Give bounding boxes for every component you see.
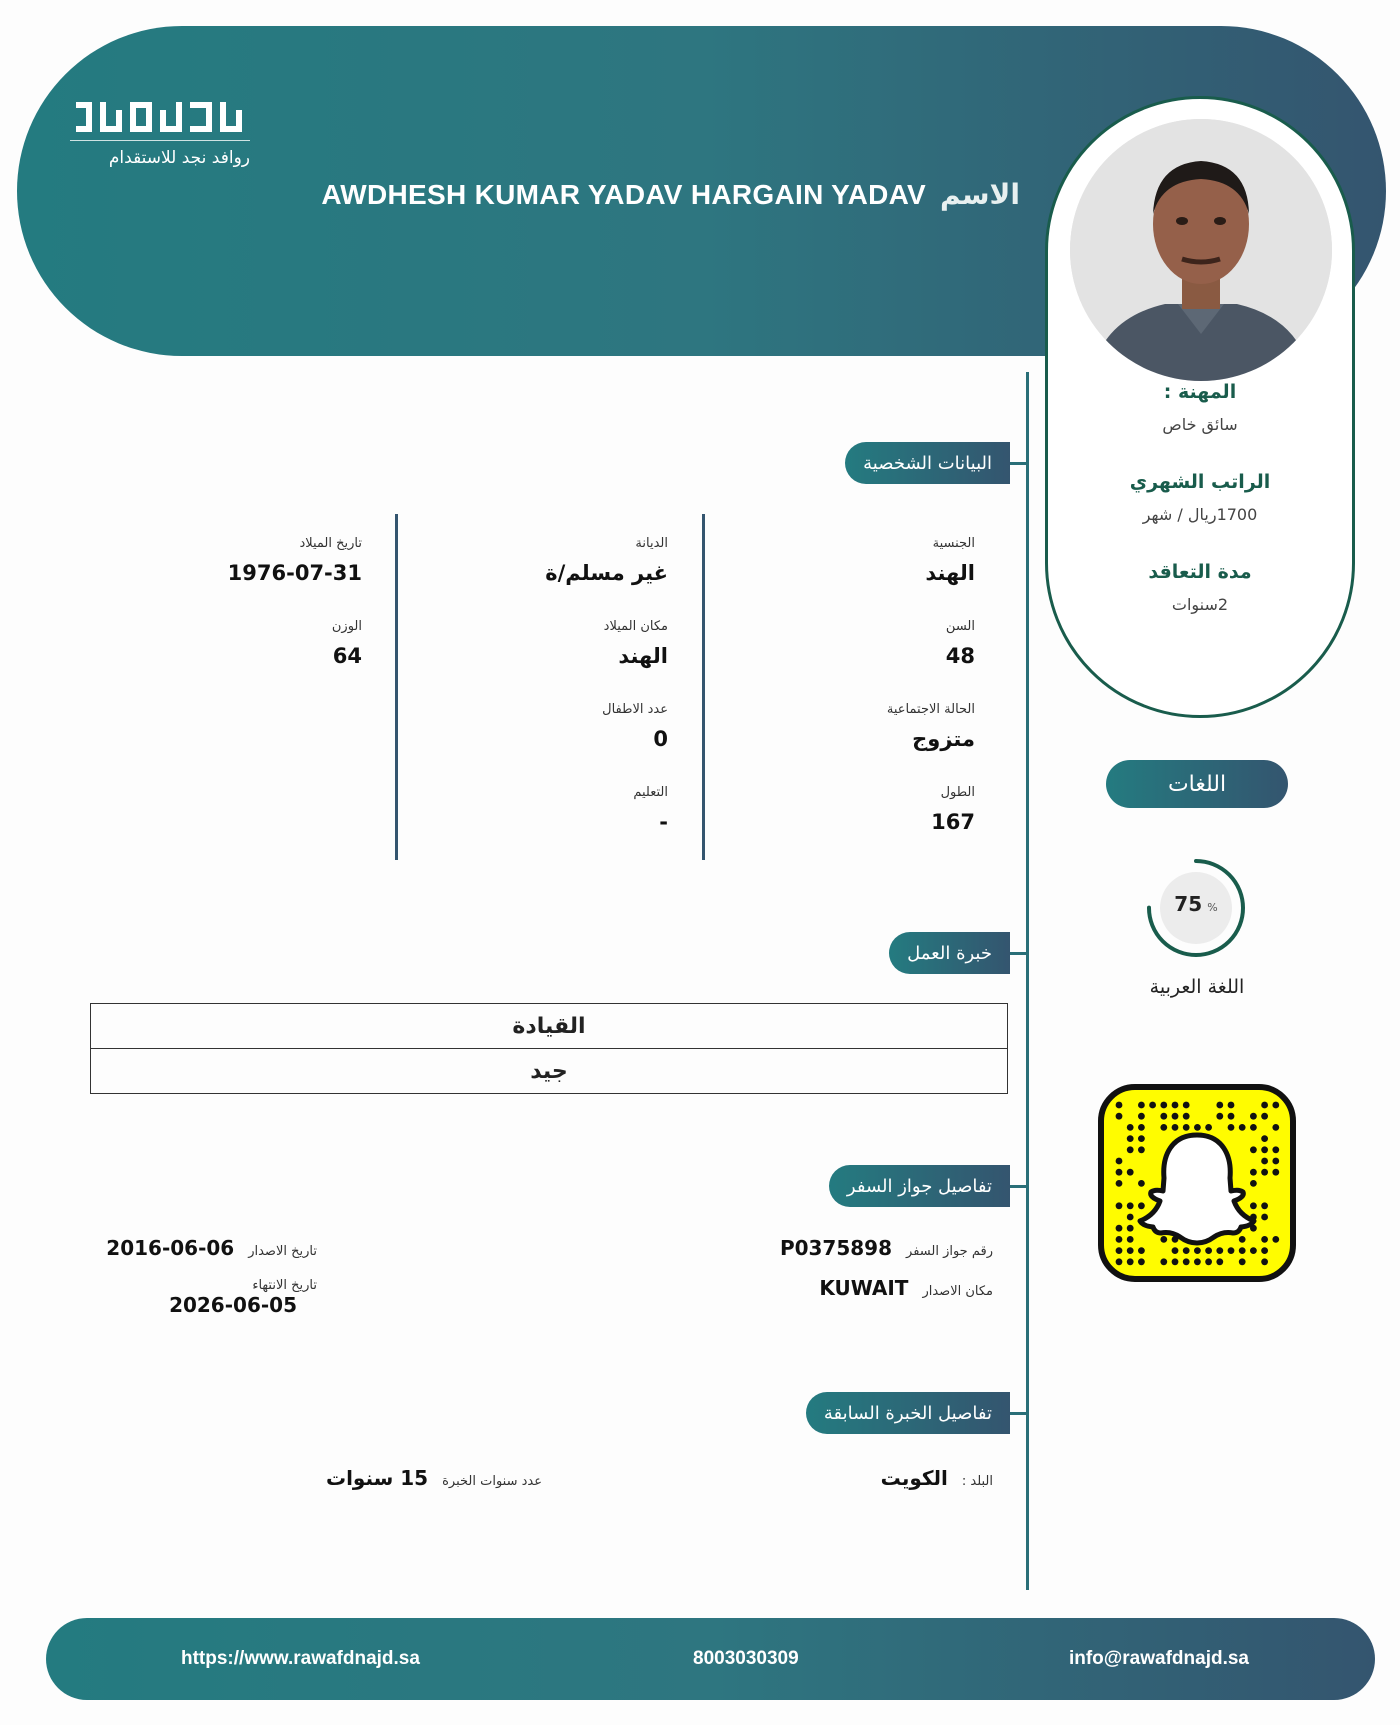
height-field: الطول 167 — [931, 785, 975, 834]
snapcode-dot — [1127, 1236, 1134, 1243]
snapcode-dot — [1216, 1258, 1223, 1265]
snapcode-dot — [1250, 1124, 1257, 1131]
section-personal-title: البيانات الشخصية — [845, 442, 1010, 484]
snapcode-dot — [1127, 1135, 1134, 1142]
column-divider — [395, 514, 398, 860]
snapcode-dot — [1239, 1124, 1246, 1131]
snapcode-dot — [1183, 1247, 1190, 1254]
timeline-line — [1026, 372, 1029, 1590]
snapcode-dot — [1216, 1102, 1223, 1109]
snapcode-dot — [1205, 1247, 1212, 1254]
snapcode-dot — [1172, 1113, 1179, 1120]
language-percent: 75 % — [1174, 892, 1218, 916]
snapcode-dot — [1272, 1236, 1279, 1243]
snapcode-dot — [1261, 1258, 1268, 1265]
passport-expiry-field: تاريخ الانتهاء 2026-06-05 — [169, 1278, 317, 1317]
snapcode-dot — [1127, 1124, 1134, 1131]
snapcode-dot — [1116, 1247, 1123, 1254]
footer-bar — [46, 1618, 1375, 1700]
snapcode-dot — [1127, 1258, 1134, 1265]
timeline-tick — [1010, 952, 1028, 955]
snapcode-dot — [1250, 1113, 1257, 1120]
children-field: عدد الاطفال 0 — [602, 702, 668, 751]
experience-table — [90, 1003, 1008, 1094]
snapcode-dot — [1194, 1258, 1201, 1265]
snapcode-dot — [1205, 1258, 1212, 1265]
birthplace-field: مكان الميلاد الهند — [603, 619, 668, 668]
snapcode-dot — [1160, 1236, 1167, 1243]
company-logo — [70, 96, 250, 176]
snapcode-dot — [1160, 1113, 1167, 1120]
timeline-tick — [1010, 462, 1028, 465]
person-photo-icon — [1070, 119, 1332, 381]
snapcode-qr[interactable] — [1097, 1083, 1297, 1283]
snapcode-dot — [1127, 1225, 1134, 1232]
snapcode-dot — [1216, 1247, 1223, 1254]
snapcode-dot — [1228, 1247, 1235, 1254]
section-experience-title: خبرة العمل — [889, 932, 1010, 974]
passport-number-field: رقم جواز السفر P0375898 — [779, 1236, 993, 1260]
snapcode-dot — [1250, 1202, 1257, 1209]
snapcode-dot — [1261, 1214, 1268, 1221]
snapcode-dot — [1172, 1102, 1179, 1109]
snapcode-dot — [1160, 1102, 1167, 1109]
snapcode-dot — [1261, 1113, 1268, 1120]
snapcode-dot — [1183, 1258, 1190, 1265]
snapcode-dot — [1138, 1202, 1145, 1209]
snapcode-dot — [1194, 1124, 1201, 1131]
snapcode-dot — [1183, 1113, 1190, 1120]
table-row — [91, 1004, 1008, 1049]
profile-card — [1045, 96, 1355, 718]
contract-label: مدة التعاقد — [1148, 561, 1252, 583]
languages-title: اللغات — [1106, 760, 1288, 808]
profession-label: المهنة : — [1163, 381, 1237, 403]
experience-skill-cell: القيادة — [91, 1004, 1008, 1049]
snapcode-dot — [1116, 1258, 1123, 1265]
snapcode-dot — [1261, 1102, 1268, 1109]
education-field: التعليم - — [633, 785, 668, 834]
snapcode-dot — [1250, 1247, 1257, 1254]
snapcode-dot — [1239, 1247, 1246, 1254]
snapcode-dot — [1183, 1102, 1190, 1109]
snapcode-dot — [1160, 1258, 1167, 1265]
footer-phone[interactable]: 8003030309 — [693, 1648, 799, 1669]
salary-value: 1700ريال / شهر — [1142, 505, 1258, 524]
candidate-photo — [1070, 119, 1332, 381]
religion-field: الديانة غير مسلم/ة — [545, 536, 668, 585]
snapcode-dot — [1272, 1146, 1279, 1153]
salary-label: الراتب الشهري — [1129, 471, 1271, 493]
snapcode-dot — [1228, 1102, 1235, 1109]
snapcode-dot — [1138, 1146, 1145, 1153]
section-previous-title: تفاصيل الخبرة السابقة — [806, 1392, 1010, 1434]
snapcode-dot — [1261, 1169, 1268, 1176]
experience-level-cell: جيد — [91, 1049, 1008, 1094]
profession-value: سائق خاص — [1162, 415, 1238, 434]
snapcode-dot — [1116, 1158, 1123, 1165]
snapcode-dot — [1127, 1146, 1134, 1153]
snapcode-dot — [1138, 1124, 1145, 1131]
timeline-tick — [1010, 1185, 1028, 1188]
snapcode-dot — [1116, 1225, 1123, 1232]
snapcode-dot — [1127, 1247, 1134, 1254]
snapcode-dot — [1138, 1258, 1145, 1265]
snapcode-dot — [1250, 1169, 1257, 1176]
snapcode-dot — [1261, 1247, 1268, 1254]
snapcode-dot — [1216, 1113, 1223, 1120]
snapcode-dot — [1261, 1146, 1268, 1153]
snapcode-dot — [1116, 1102, 1123, 1109]
snapcode-dot — [1127, 1169, 1134, 1176]
previous-country-field: البلد : الكويت — [880, 1466, 993, 1490]
snapcode-dot — [1272, 1124, 1279, 1131]
passport-issue-date-field: تاريخ الاصدار 2016-06-06 — [106, 1236, 317, 1260]
snapcode-dot — [1250, 1146, 1257, 1153]
candidate-name-label: الاسم — [940, 178, 1020, 211]
experience-years-field: عدد سنوات الخبرة 15 سنوات — [325, 1466, 542, 1490]
snapcode-dot — [1172, 1258, 1179, 1265]
snapcode-dot — [1194, 1247, 1201, 1254]
footer-email-link[interactable]: info@rawafdnajd.sa — [1068, 1648, 1249, 1669]
snapcode-dot — [1116, 1180, 1123, 1187]
snapcode-dot — [1127, 1214, 1134, 1221]
snapcode-dot — [1116, 1202, 1123, 1209]
language-name: اللغة العربية — [1149, 976, 1245, 998]
section-passport-title: تفاصيل جواز السفر — [829, 1165, 1010, 1207]
snapcode-dot — [1261, 1158, 1268, 1165]
snapcode-dot — [1239, 1236, 1246, 1243]
weight-field: الوزن 64 — [331, 619, 362, 668]
snapcode-dot — [1228, 1124, 1235, 1131]
timeline-tick — [1010, 1412, 1028, 1415]
passport-issue-place-field: مكان الاصدار KUWAIT — [819, 1276, 993, 1300]
birthdate-field: تاريخ الميلاد 1976-07-31 — [227, 536, 362, 585]
logo-mark-icon — [70, 96, 250, 144]
candidate-name: AWDHESH KUMAR YADAV HARGAIN YADAV — [321, 178, 927, 210]
snapcode-dot — [1127, 1202, 1134, 1209]
logo-tagline: روافد نجد للاستقدام — [108, 148, 250, 168]
snapcode-dot — [1250, 1180, 1257, 1187]
snapcode-dot — [1261, 1236, 1268, 1243]
candidate-name-row — [321, 178, 1020, 211]
nationality-field: الجنسية الهند — [925, 536, 975, 585]
snapcode-dot — [1116, 1113, 1123, 1120]
snapcode-dot — [1138, 1180, 1145, 1187]
snapcode-dot — [1205, 1124, 1212, 1131]
snapcode-dot — [1228, 1113, 1235, 1120]
snapcode-dot — [1138, 1135, 1145, 1142]
snapcode-dot — [1138, 1102, 1145, 1109]
snapcode-dot — [1272, 1102, 1279, 1109]
snapcode-dot — [1239, 1258, 1246, 1265]
footer-website-link[interactable]: https://www.rawafdnajd.sa — [181, 1648, 420, 1669]
snapcode-dot — [1160, 1124, 1167, 1131]
snapcode-dot — [1138, 1113, 1145, 1120]
snapcode-dot — [1261, 1135, 1268, 1142]
snapcode-dot — [1272, 1169, 1279, 1176]
snapcode-dot — [1261, 1202, 1268, 1209]
snapcode-dot — [1172, 1247, 1179, 1254]
snapcode-dot — [1172, 1124, 1179, 1131]
snapcode-dot — [1183, 1124, 1190, 1131]
marital-status-field: الحالة الاجتماعية متزوج — [886, 702, 975, 751]
contract-value: 2سنوات — [1171, 595, 1229, 614]
snapcode-dot — [1116, 1236, 1123, 1243]
snapcode-dot — [1138, 1247, 1145, 1254]
snapcode-dot — [1149, 1102, 1156, 1109]
snapcode-dot — [1116, 1169, 1123, 1176]
column-divider — [702, 514, 705, 860]
age-field: السن 48 — [945, 619, 975, 668]
snapcode-dot — [1272, 1158, 1279, 1165]
table-row — [91, 1049, 1008, 1094]
